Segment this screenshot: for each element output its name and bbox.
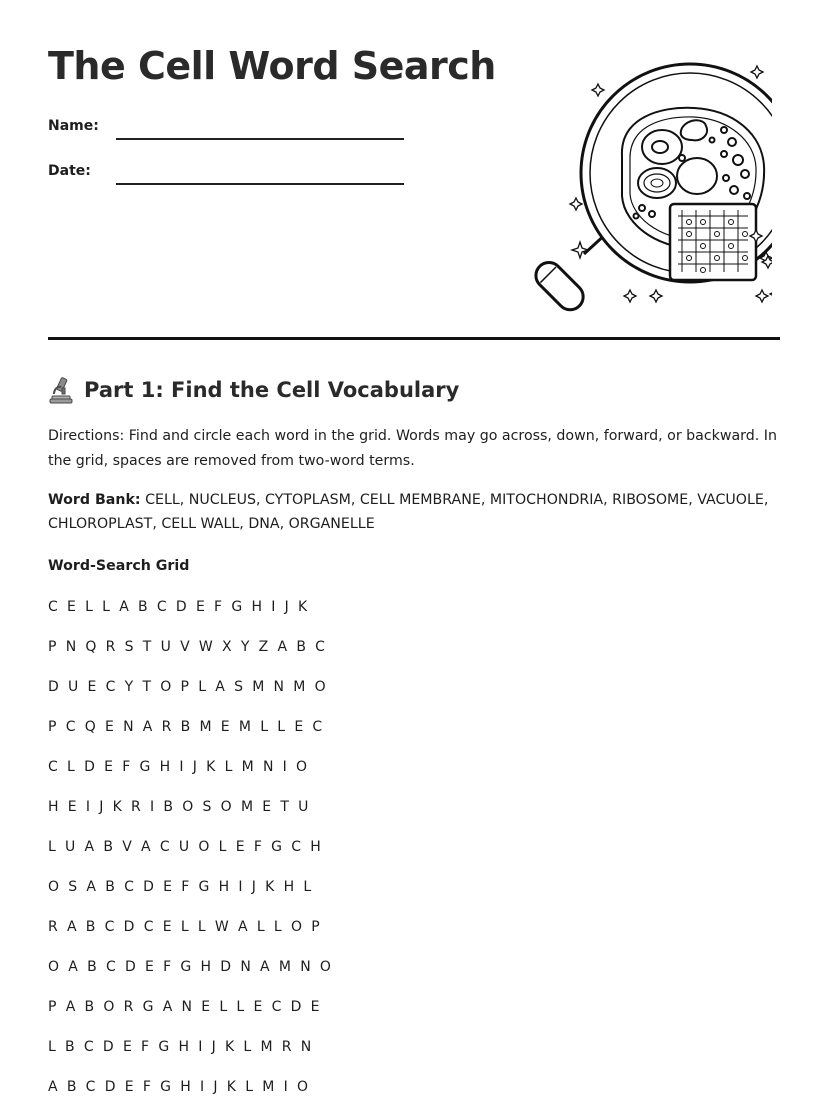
grid-row: C L D E F G H I J K L M N I O (48, 759, 310, 775)
word-search-grid (48, 597, 333, 1117)
microscope-icon (48, 376, 74, 404)
grid-row: P A B O R G A N E L L E C D E (48, 999, 322, 1015)
word-bank (48, 488, 780, 536)
grid-row: R A B C D C E L L W A L L O P (48, 919, 323, 935)
grid-row: L B C D E F G H I J K L M R N (48, 1039, 314, 1055)
word-bank-label: Word Bank: (48, 492, 141, 508)
name-field (48, 118, 408, 142)
grid-heading: Word-Search Grid (48, 558, 190, 574)
magnifying-glass-over-cell-icon (512, 56, 772, 320)
grid-row: O A B C D E F G H D N A M N O (48, 959, 334, 975)
grid-row: O S A B C D E F G H I J K H L (48, 879, 314, 895)
grid-row: C E L L A B C D E F G H I J K (48, 599, 310, 615)
grid-row: D U E C Y T O P L A S M N M O (48, 679, 329, 695)
grid-row: L U A B V A C U O L E F G C H (48, 839, 324, 855)
section-divider (48, 337, 780, 340)
date-field (48, 163, 408, 187)
section-title: Part 1: Find the Cell Vocabulary (84, 378, 460, 402)
grid-row: P N Q R S T U V W X Y Z A B C (48, 639, 328, 655)
grid-row: A B C D E F G H I J K L M I O (48, 1079, 311, 1095)
directions-text: Directions: Find and circle each word in the grid. Words may go across, down, forward, or backward. In the grid, spaces are removed from two-word terms. (48, 428, 777, 469)
name-write-line (116, 138, 404, 140)
name-label: Name: (48, 118, 99, 134)
page-title: The Cell Word Search (48, 44, 496, 88)
grid-row: H E I J K R I B O S O M E T U (48, 799, 311, 815)
date-label: Date: (48, 163, 91, 179)
grid-row: P C Q E N A R B M E M L L E C (48, 719, 325, 735)
word-bank-words: CELL, NUCLEUS, CYTOPLASM, CELL MEMBRANE, MITOCHONDRIA, RIBOSOME, VACUOLE, CHLOROPLAST, CELL WALL, DNA, ORGANELLE (48, 492, 769, 532)
date-write-line (116, 183, 404, 185)
section-header (48, 374, 459, 406)
